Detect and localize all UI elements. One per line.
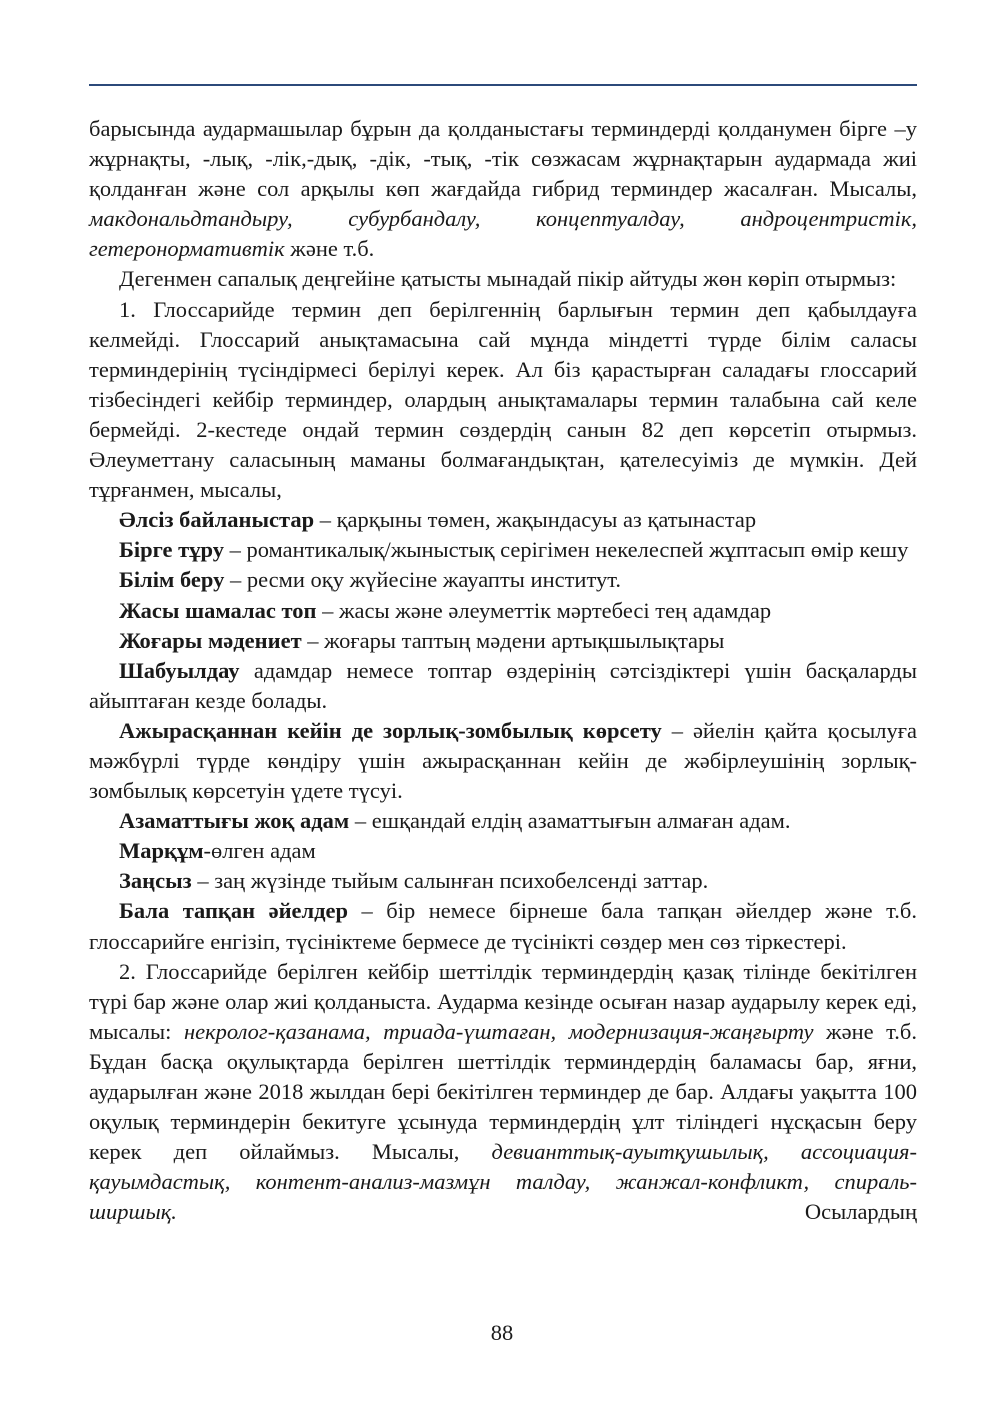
paragraph-10 [89,716,917,806]
text-run: Дегенмен сапалық деңгейіне қатысты мынадай пікір айтуды жөн көріп отырмыз: [119,266,897,292]
text-run: – ресми оқу жүйесіне жауапты институт. [224,567,622,593]
text-run: және т.б. [284,236,375,262]
page-number: 88 [490,1320,514,1345]
term-italic: девианттық-ауытқушылық, ассоциация-қауымдастық, контент-анализ-мазмұн талдау, жанжал-конфликт, спираль-ширшық. [89,1139,917,1225]
term-bold: Білім беру [119,567,225,593]
paragraph-14 [89,896,917,956]
text-run: -өлген адам [203,838,316,864]
text-run: барысында аудармашылар бұрын да қолданыстағы терминдерді қолданумен бірге –у жұрнақты, -лық, -лік,-дық, -дік, -тық, -тік сөзжасам жұрнақтарын аудармада жиі қолданған және сол арқылы көп жағдайда гибрид терминдер жасалған. Мысалы, [89,116,917,202]
paragraph-7 [89,596,917,626]
term-italic: некролог-қазанама, триада-үштаған, модернизация-жаңғырту [183,1018,814,1044]
text-run: 2. Глоссарийде берілген кейбір шеттілдік терминдердің қазақ тілінде бекітілген түрі бар және олар жиі қолданыста. Аударма кезінде осыған назар аударылу керек еді, мысалы: [89,958,917,1044]
term-bold: Заңсыз [119,868,192,894]
term-bold: Бала тапқан әйелдер [119,898,349,924]
paragraph-4 [89,505,917,535]
header-rule [89,84,917,86]
paragraph-3 [89,295,917,506]
text-run: – бір немесе бірнеше бала тапқан әйелдер және т.б. глоссарийге енгізіп, түсініктеме бермесе де түсінікті сөздер мен сөз тіркестері. [89,898,917,954]
paragraph-1 [89,114,917,264]
text-run: 1. Глоссарийде термин деп берілгеннің барлығын термин деп қабылдауға келмейді. Глоссарий анықтамасына сай мұнда міндетті түрде білім саласы терминдерінің түсіндірмесі берілуі керек. Ал біз қарастырған саладағы глоссарий тізбесіндегі кейбір терминдер, олардың анықтамалары термин талабына сай келе бермейді. 2-кестеде ондай термин сөздердің санын 82 деп көрсетіп отырмыз. Әлеуметтану саласының маманы болмағандықтан, қателесуіміз де мүмкін. Дей тұрғанмен, мысалы, [89,296,917,503]
text-run: және т.б. Бұдан басқа оқулықтарда берілген шеттілдік терминдердің баламасы бар, яғни, аударылған және 2018 жылдан бері бекітілген терминдер де бар. Алдағы уақытта 100 оқулық терминдерін бекитуге ұсынуда терминдердің ұлт тіліндегі нұсқасын беру керек деп ойлаймыз. Мысалы, [89,1018,917,1165]
paragraph-12 [89,836,917,866]
term-bold: Азаматтығы жоқ адам [119,808,350,834]
paragraph-8 [89,626,917,656]
term-bold: Жоғары мәдениет [119,627,302,653]
term-bold: Марқұм [119,838,204,864]
paragraph-2 [89,264,917,294]
text-run: – әйелін қайта қосылуға мәжбүрлі түрде көндіру үшін ажырасқаннан кейін де жәбірлеушінің зорлық-зомбылық көрсетуін үдете түсуі. [89,717,917,804]
term-bold: Ажырасқаннан кейін де зорлық-зомбылық көрсету [119,717,662,743]
paragraph-11 [89,806,917,836]
paragraph-9 [89,656,917,716]
text-run: – романтикалық/жыныстық серігімен некелеспей жұптасып өмір кешу [223,537,909,563]
paragraph-5 [89,535,917,565]
term-bold: Жасы шамалас топ [119,597,317,623]
term-bold: Шабуылдау [119,657,240,683]
text-run: – заң жүзінде тыйым салынған психобелсенді заттар. [191,868,709,894]
paragraph-6 [89,565,917,595]
term-bold: Бірге тұру [119,537,224,563]
text-run: – жоғары таптың мәдени артықшылықтары [301,627,725,653]
text-run: – жасы және әлеуметтік мәртебесі тең адамдар [316,597,772,623]
text-run: Осылардың [176,1199,917,1225]
paragraph-13 [89,866,917,896]
text-run: – ешқандай елдің азаматтығын алмаған адам. [349,808,791,834]
term-bold: Әлсіз байланыстар [119,507,315,533]
paragraph-15 [89,957,917,1228]
term-italic: макдональдтандыру, субурбандалу, концептуалдау, андроцентристік, гетеронормативтік [89,206,917,262]
text-run: – қарқыны төмен, жақындасуы аз қатынастар [314,507,757,533]
body-text [89,114,917,1227]
text-run: адамдар немесе топтар өздерінің сәтсіздіктері үшін басқаларды айыптаған кезде болады. [89,657,917,713]
